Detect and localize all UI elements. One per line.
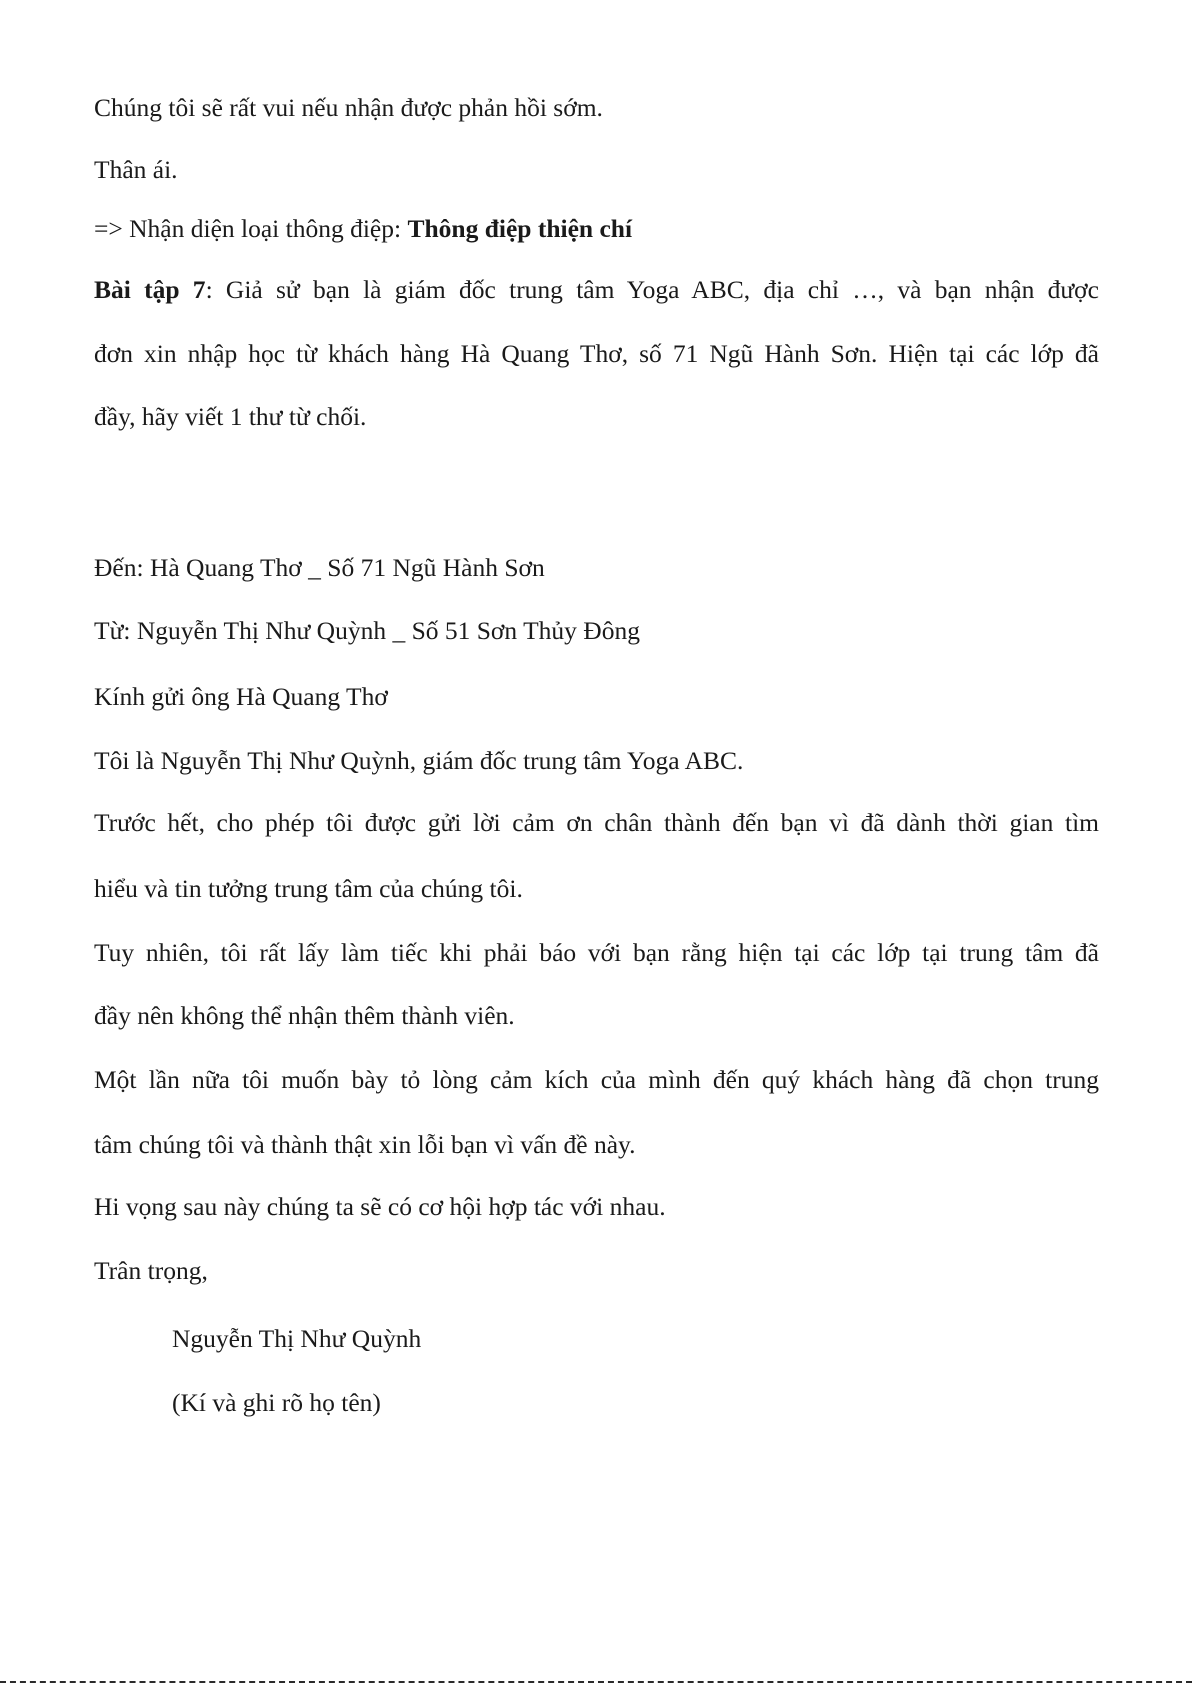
signature-name: Nguyễn Thị Như Quỳnh [172, 1324, 422, 1353]
identification-prefix: => Nhận diện loại thông điệp: [94, 214, 408, 243]
letter-gratitude-line-2: tâm chúng tôi và thành thật xin lỗi bạn vì vấn đề này. [94, 1130, 636, 1159]
page-bottom-divider [0, 1681, 1192, 1683]
signature-note: (Kí và ghi rõ họ tên) [172, 1388, 381, 1417]
letter-intro: Tôi là Nguyễn Thị Như Quỳnh, giám đốc trung tâm Yoga ABC. [94, 746, 744, 775]
exercise-line-3: đầy, hãy viết 1 thư từ chối. [94, 402, 367, 431]
letter-hope: Hi vọng sau này chúng ta sẽ có cơ hội hợp tác với nhau. [94, 1192, 666, 1221]
identification-value: Thông điệp thiện chí [407, 214, 633, 243]
letter-refusal-line-2: đầy nên không thể nhận thêm thành viên. [94, 1001, 515, 1030]
farewell: Thân ái. [94, 155, 178, 184]
exercise-text: : Giả sử bạn là giám đốc trung tâm Yoga ABC, địa chỉ …, và bạn nhận được [205, 275, 1099, 304]
letter-thanks-line-1: Trước hết, cho phép tôi được gửi lời cảm ơn chân thành đến bạn vì đã dành thời gian tìm [94, 808, 1099, 837]
letter-refusal-line-1: Tuy nhiên, tôi rất lấy làm tiếc khi phải báo với bạn rằng hiện tại các lớp tại trung tâm đã [94, 938, 1099, 967]
exercise-line-1 [94, 274, 1099, 306]
letter-gratitude-line-1: Một lần nữa tôi muốn bày tỏ lòng cảm kích của mình đến quý khách hàng đã chọn trung [94, 1065, 1099, 1094]
letter-closing: Trân trọng, [94, 1256, 208, 1285]
letter-from: Từ: Nguyễn Thị Như Quỳnh _ Số 51 Sơn Thủy Đông [94, 616, 640, 645]
message-type-identification [94, 213, 632, 245]
closing-line: Chúng tôi sẽ rất vui nếu nhận được phản hồi sớm. [94, 93, 603, 122]
letter-salutation: Kính gửi ông Hà Quang Thơ [94, 682, 388, 711]
exercise-label: Bài tập 7 [94, 275, 206, 304]
exercise-line-2: đơn xin nhập học từ khách hàng Hà Quang Thơ, số 71 Ngũ Hành Sơn. Hiện tại các lớp đã [94, 339, 1099, 368]
letter-to: Đến: Hà Quang Thơ _ Số 71 Ngũ Hành Sơn [94, 553, 545, 582]
letter-thanks-line-2: hiểu và tin tưởng trung tâm của chúng tôi. [94, 874, 523, 903]
